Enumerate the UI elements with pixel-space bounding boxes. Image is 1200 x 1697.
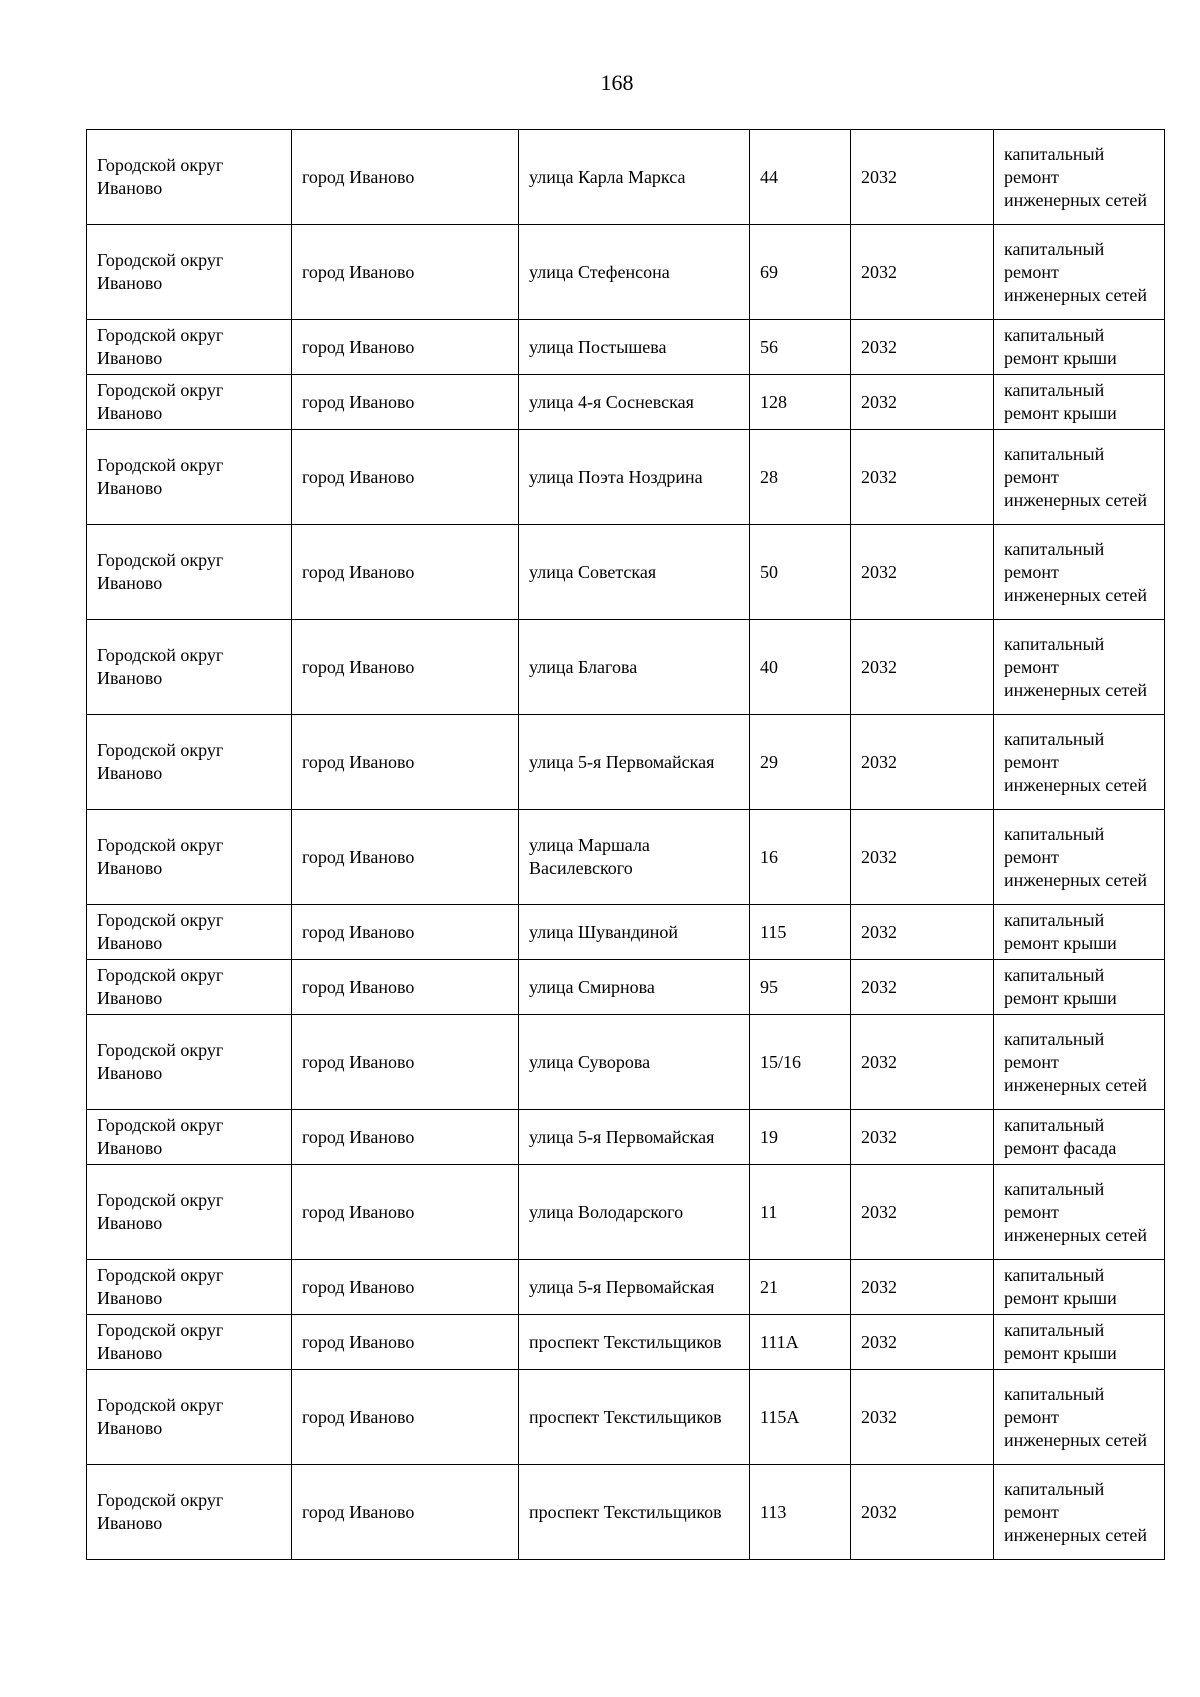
settlement-cell: город Иваново [292,715,519,810]
year-cell: 2032 [851,810,994,905]
district-cell: Городской округ Иваново [87,320,292,375]
district-cell: Городской округ Иваново [87,620,292,715]
house-number-cell: 11 [750,1165,851,1260]
house-number-cell: 29 [750,715,851,810]
district-cell: Городской округ Иваново [87,430,292,525]
street-cell: проспект Текстильщиков [519,1370,750,1465]
house-number-cell: 28 [750,430,851,525]
work-type-cell: капитальный ремонт инженерных сетей [994,130,1165,225]
table-row [87,1260,1165,1315]
settlement-cell: город Иваново [292,620,519,715]
house-number-cell: 128 [750,375,851,430]
work-type-cell: капитальный ремонт инженерных сетей [994,430,1165,525]
settlement-cell: город Иваново [292,1315,519,1370]
year-cell: 2032 [851,960,994,1015]
work-type-cell: капитальный ремонт крыши [994,375,1165,430]
year-cell: 2032 [851,430,994,525]
street-cell: улица Маршала Василевского [519,810,750,905]
work-type-cell: капитальный ремонт инженерных сетей [994,1015,1165,1110]
year-cell: 2032 [851,130,994,225]
street-cell: улица Шувандиной [519,905,750,960]
year-cell: 2032 [851,525,994,620]
work-type-cell: капитальный ремонт крыши [994,1260,1165,1315]
house-number-cell: 50 [750,525,851,620]
year-cell: 2032 [851,1015,994,1110]
work-type-cell: капитальный ремонт крыши [994,1315,1165,1370]
house-number-cell: 16 [750,810,851,905]
district-cell: Городской округ Иваново [87,810,292,905]
year-cell: 2032 [851,1370,994,1465]
repair-schedule-table [86,129,1165,1560]
year-cell: 2032 [851,1260,994,1315]
house-number-cell: 113 [750,1465,851,1560]
settlement-cell: город Иваново [292,225,519,320]
table-row [87,1465,1165,1560]
house-number-cell: 115 [750,905,851,960]
district-cell: Городской округ Иваново [87,1015,292,1110]
settlement-cell: город Иваново [292,320,519,375]
district-cell: Городской округ Иваново [87,715,292,810]
table-row [87,525,1165,620]
settlement-cell: город Иваново [292,430,519,525]
year-cell: 2032 [851,1465,994,1560]
table-row [87,1165,1165,1260]
table-row [87,320,1165,375]
house-number-cell: 115А [750,1370,851,1465]
table-row [87,1315,1165,1370]
year-cell: 2032 [851,1315,994,1370]
street-cell: улица 5-я Первомайская [519,1110,750,1165]
house-number-cell: 40 [750,620,851,715]
settlement-cell: город Иваново [292,960,519,1015]
work-type-cell: капитальный ремонт инженерных сетей [994,810,1165,905]
table-row [87,1015,1165,1110]
house-number-cell: 15/16 [750,1015,851,1110]
settlement-cell: город Иваново [292,810,519,905]
table-row [87,715,1165,810]
table-row [87,1110,1165,1165]
table-row [87,225,1165,320]
work-type-cell: капитальный ремонт крыши [994,960,1165,1015]
street-cell: улица Благова [519,620,750,715]
settlement-cell: город Иваново [292,1465,519,1560]
house-number-cell: 56 [750,320,851,375]
district-cell: Городской округ Иваново [87,525,292,620]
house-number-cell: 21 [750,1260,851,1315]
year-cell: 2032 [851,715,994,810]
street-cell: улица Смирнова [519,960,750,1015]
district-cell: Городской округ Иваново [87,905,292,960]
street-cell: улица Поэта Ноздрина [519,430,750,525]
year-cell: 2032 [851,1110,994,1165]
settlement-cell: город Иваново [292,375,519,430]
work-type-cell: капитальный ремонт крыши [994,320,1165,375]
district-cell: Городской округ Иваново [87,1110,292,1165]
table-row [87,960,1165,1015]
page-number: 168 [600,70,634,95]
table-row [87,1370,1165,1465]
house-number-cell: 69 [750,225,851,320]
street-cell: проспект Текстильщиков [519,1315,750,1370]
work-type-cell: капитальный ремонт инженерных сетей [994,715,1165,810]
year-cell: 2032 [851,1165,994,1260]
work-type-cell: капитальный ремонт инженерных сетей [994,525,1165,620]
street-cell: улица Стефенсона [519,225,750,320]
street-cell: улица Суворова [519,1015,750,1110]
settlement-cell: город Иваново [292,1165,519,1260]
table-row [87,130,1165,225]
street-cell: проспект Текстильщиков [519,1465,750,1560]
street-cell: улица 5-я Первомайская [519,715,750,810]
work-type-cell: капитальный ремонт инженерных сетей [994,1465,1165,1560]
year-cell: 2032 [851,620,994,715]
table-row [87,810,1165,905]
work-type-cell: капитальный ремонт фасада [994,1110,1165,1165]
house-number-cell: 95 [750,960,851,1015]
district-cell: Городской округ Иваново [87,1465,292,1560]
settlement-cell: город Иваново [292,1370,519,1465]
street-cell: улица 5-я Первомайская [519,1260,750,1315]
house-number-cell: 44 [750,130,851,225]
settlement-cell: город Иваново [292,1260,519,1315]
house-number-cell: 111А [750,1315,851,1370]
street-cell: улица 4-я Сосневская [519,375,750,430]
year-cell: 2032 [851,375,994,430]
district-cell: Городской округ Иваново [87,225,292,320]
settlement-cell: город Иваново [292,905,519,960]
district-cell: Городской округ Иваново [87,130,292,225]
district-cell: Городской округ Иваново [87,1370,292,1465]
district-cell: Городской округ Иваново [87,1165,292,1260]
settlement-cell: город Иваново [292,1015,519,1110]
district-cell: Городской округ Иваново [87,1315,292,1370]
district-cell: Городской округ Иваново [87,1260,292,1315]
work-type-cell: капитальный ремонт инженерных сетей [994,1165,1165,1260]
settlement-cell: город Иваново [292,1110,519,1165]
street-cell: улица Карла Маркса [519,130,750,225]
work-type-cell: капитальный ремонт инженерных сетей [994,225,1165,320]
year-cell: 2032 [851,905,994,960]
street-cell: улица Постышева [519,320,750,375]
settlement-cell: город Иваново [292,525,519,620]
work-type-cell: капитальный ремонт крыши [994,905,1165,960]
table-row [87,375,1165,430]
house-number-cell: 19 [750,1110,851,1165]
work-type-cell: капитальный ремонт инженерных сетей [994,620,1165,715]
district-cell: Городской округ Иваново [87,375,292,430]
table-row [87,620,1165,715]
street-cell: улица Советская [519,525,750,620]
table-body [87,130,1165,1560]
work-type-cell: капитальный ремонт инженерных сетей [994,1370,1165,1465]
district-cell: Городской округ Иваново [87,960,292,1015]
year-cell: 2032 [851,225,994,320]
settlement-cell: город Иваново [292,130,519,225]
table-row [87,430,1165,525]
table-row [87,905,1165,960]
street-cell: улица Володарского [519,1165,750,1260]
year-cell: 2032 [851,320,994,375]
